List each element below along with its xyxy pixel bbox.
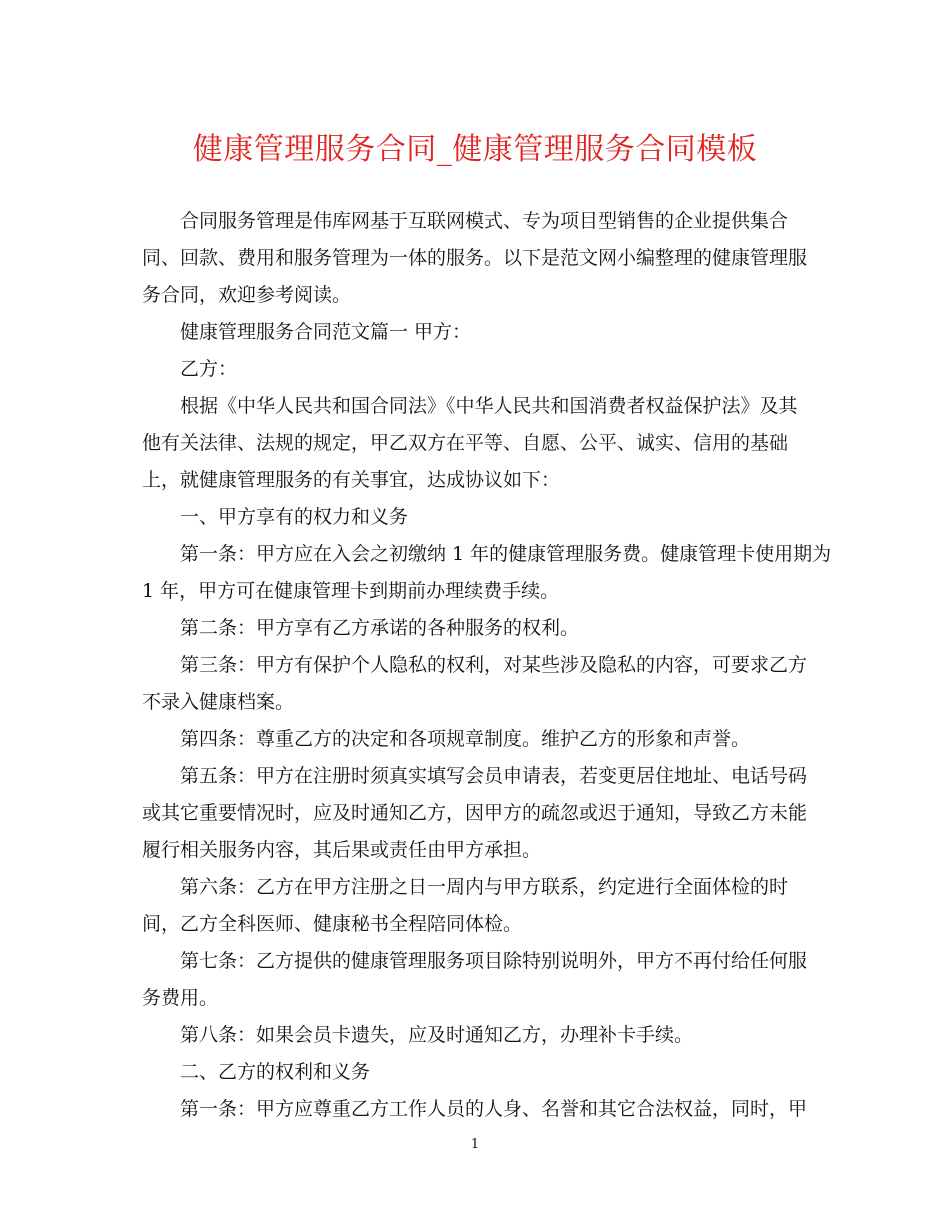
paragraph-line: 第二条：甲方享有乙方承诺的各种服务的权利。	[180, 617, 580, 639]
paragraph-line: 一、甲方享有的权力和义务	[180, 506, 409, 528]
paragraph-line: 务合同，欢迎参考阅读。	[142, 284, 352, 306]
paragraph-line: 间，乙方全科医师、健康秘书全程陪同体检。	[142, 913, 523, 935]
paragraph-line: 或其它重要情况时，应及时通知乙方，因甲方的疏忽或迟于通知，导致乙方未能	[142, 802, 808, 824]
paragraph-line: 第七条：乙方提供的健康管理服务项目除特别说明外，甲方不再付给任何服	[180, 950, 808, 972]
paragraph-line: 履行相关服务内容，其后果或责任由甲方承担。	[142, 839, 542, 861]
paragraph-line: 他有关法律、法规的规定，甲乙双方在平等、自愿、公平、诚实、信用的基础	[142, 432, 789, 454]
paragraph-line: 不录入健康档案。	[142, 691, 295, 713]
paragraph-line: 同、回款、费用和服务管理为一体的服务。以下是范文网小编整理的健康管理服	[142, 247, 808, 269]
paragraph-line: 第四条：尊重乙方的决定和各项规章制度。维护乙方的形象和声誉。	[180, 728, 751, 750]
paragraph-line: 第一条：甲方应在入会之初缴纳 1 年的健康管理服务费。健康管理卡使用期为	[180, 543, 832, 565]
paragraph-line: 第一条：甲方应尊重乙方工作人员的人身、名誉和其它合法权益，同时，甲	[180, 1098, 808, 1120]
paragraph-line: 根据《中华人民共和国合同法》《中华人民共和国消费者权益保护法》及其	[180, 395, 798, 417]
paragraph-line: 第五条：甲方在注册时须真实填写会员申请表，若变更居住地址、电话号码	[180, 765, 808, 787]
paragraph-line: 合同服务管理是伟库网基于互联网模式、专为项目型销售的企业提供集合	[180, 210, 789, 232]
document-body	[142, 203, 832, 1128]
paragraph-line: 二、乙方的权利和义务	[180, 1061, 371, 1083]
paragraph-line: 第三条：甲方有保护个人隐私的权利，对某些涉及隐私的内容，可要求乙方	[180, 654, 808, 676]
paragraph-line: 健康管理服务合同范文篇一 甲方：	[180, 321, 472, 343]
document-title: 健康管理服务合同_健康管理服务合同模板	[192, 132, 758, 167]
paragraph-line: 第六条：乙方在甲方注册之日一周内与甲方联系，约定进行全面体检的时	[180, 876, 789, 898]
paragraph-line: 乙方：	[180, 358, 238, 380]
paragraph-line: 第八条：如果会员卡遗失，应及时通知乙方，办理补卡手续。	[180, 1024, 694, 1046]
page-number: 1	[470, 1137, 480, 1152]
paragraph-line: 1 年，甲方可在健康管理卡到期前办理续费手续。	[142, 580, 560, 602]
paragraph-line: 务费用。	[142, 987, 219, 1009]
paragraph-line: 上，就健康管理服务的有关事宜，达成协议如下：	[142, 469, 561, 491]
